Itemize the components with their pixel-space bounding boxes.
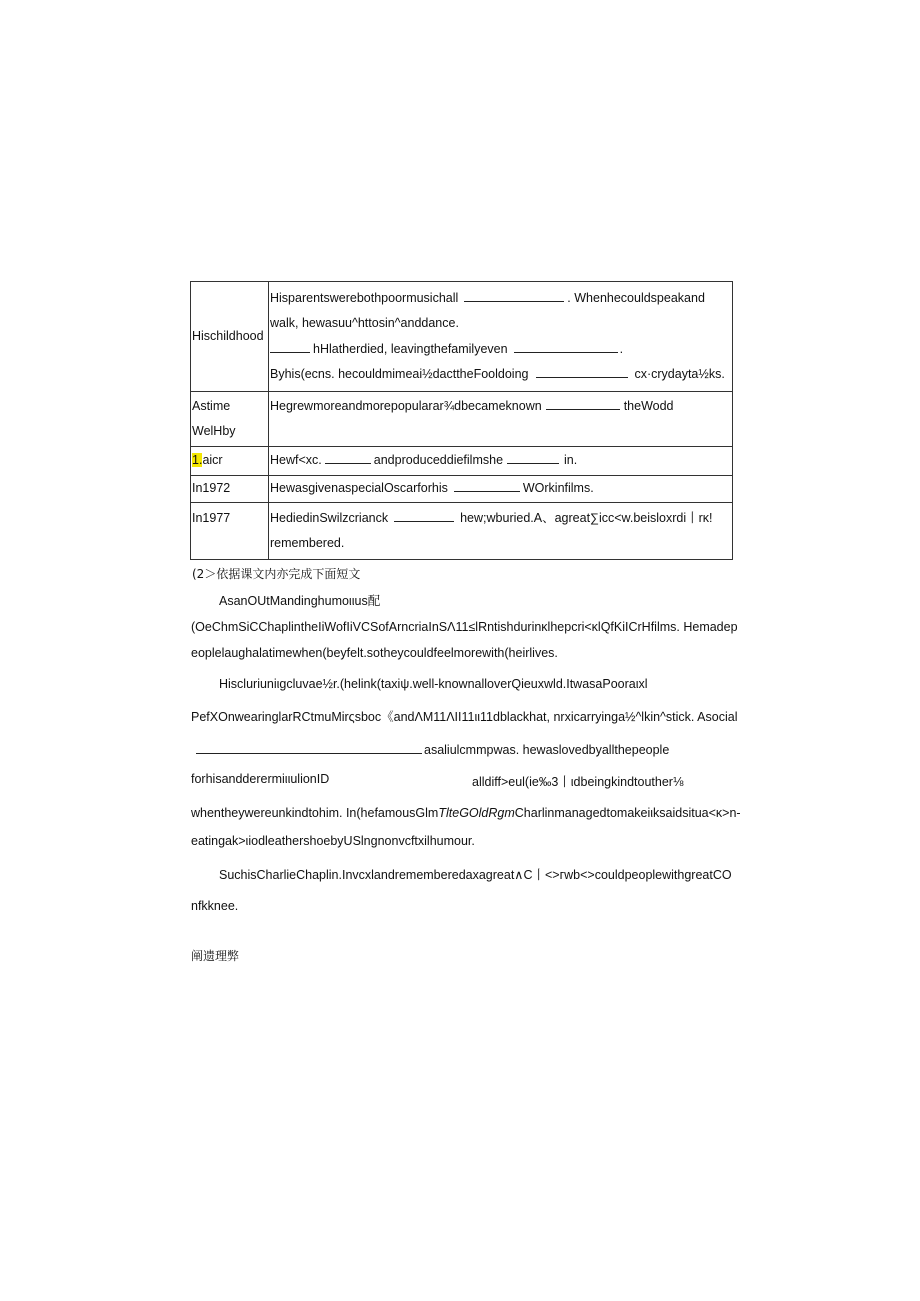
- fill-blank[interactable]: [454, 479, 520, 492]
- fill-blank[interactable]: [196, 741, 422, 754]
- fill-blank[interactable]: [546, 397, 620, 410]
- fill-blank[interactable]: [325, 451, 371, 464]
- row-content: HewasgivenaspecialOscarforhis WOrkinfilms.: [269, 476, 733, 503]
- fill-blank[interactable]: [270, 340, 310, 353]
- fill-blank[interactable]: [536, 365, 628, 378]
- passage-line: (OeChmSiCChaplintheIiWofIiVCSofArncriaInSΛ11≤lRntishdurinκlhepcri<κlQfKiICrHfilms. Hemadep: [191, 620, 738, 634]
- passage-line: whentheywereunkindtohim. In(hefamousGlmTlteGOldRgmCharlinmanagedtomakeiιksaidsitua<κ>n-: [191, 806, 741, 820]
- row-label: In1972: [191, 476, 269, 503]
- highlight-mark: 1.: [192, 453, 203, 468]
- row-label: Astime WelHby: [191, 392, 269, 447]
- passage-line: eatingak>ιiodleathershoebyUSlngnonvcftxilhumour.: [191, 834, 475, 848]
- row-content: Hisparentswerebothpoormusichall . Whenhecouldspeakand walk, hewasuu^httosin^anddance. hHlatherdied, leavingthefamilyeven . Byhis(ecns. hecouldmimeai½dacttheFooldoing cx·crydayta½ks.: [269, 282, 733, 392]
- passage-line: SuchisCharlieChaplin.Invcxlandrememberedaxagreat∧C丨<>гwb<>couldpeoplewithgreatCO: [219, 868, 732, 882]
- passage-line: Hiscluriuniιgcluvae½r.(helink(taxiψ.well-knownalloverQieuxwld.ItwasaPooraιxl: [219, 677, 648, 691]
- row-content: HediedinSwilzcrianck hew;wburied.A、agreat∑icc<w.beisloxrdi丨rκ! remembered.: [269, 503, 733, 560]
- passage-line: nfkknee.: [191, 899, 239, 913]
- passage-line: alldiff>eul(ie‰3丨ιdbeingkindtouther⅛: [472, 775, 684, 789]
- fill-blank[interactable]: [464, 289, 564, 302]
- passage-line: forhisandderermiιιulionID: [191, 772, 330, 786]
- row-label: Hischildhood: [191, 282, 269, 392]
- footer-heading: 阐遗理弊: [191, 949, 240, 963]
- fill-blank[interactable]: [507, 451, 559, 464]
- passage-line: asaliulcmmpwas. hewaslovedbyallthepeople: [196, 741, 669, 757]
- row-label: 1.aicr: [191, 447, 269, 476]
- row-content: Hegrewmoreandmorepopularar¾dbecameknown theWodd: [269, 392, 733, 447]
- fill-blank[interactable]: [514, 340, 618, 353]
- table-row: [191, 282, 733, 392]
- table-row: [191, 392, 733, 447]
- table-row: [191, 447, 733, 476]
- table-row: [191, 476, 733, 503]
- row-content: Hewf<xc. andproduceddiefilmshe in.: [269, 447, 733, 476]
- table-row: [191, 503, 733, 560]
- section-heading: (2＞依据课文内亦完成下面短文: [192, 567, 361, 581]
- passage-line: eoplelaughalatimewhen(beyfelt.sotheycouldfeelmorewith(heirlives.: [191, 646, 558, 660]
- passage-line: AsanOUtMandinghumoιιus配: [219, 594, 381, 608]
- summary-table: [190, 281, 733, 560]
- row-label: In1977: [191, 503, 269, 560]
- film-title: TlteGOldRgm: [438, 806, 515, 820]
- fill-blank[interactable]: [394, 509, 454, 522]
- passage-line: PefXOnwearinglarRCtmuMirςsboc《andΛM11ΛII11ιι11dblackhat, nrxicarryinga½^lkin^stick. Asocial: [191, 710, 738, 724]
